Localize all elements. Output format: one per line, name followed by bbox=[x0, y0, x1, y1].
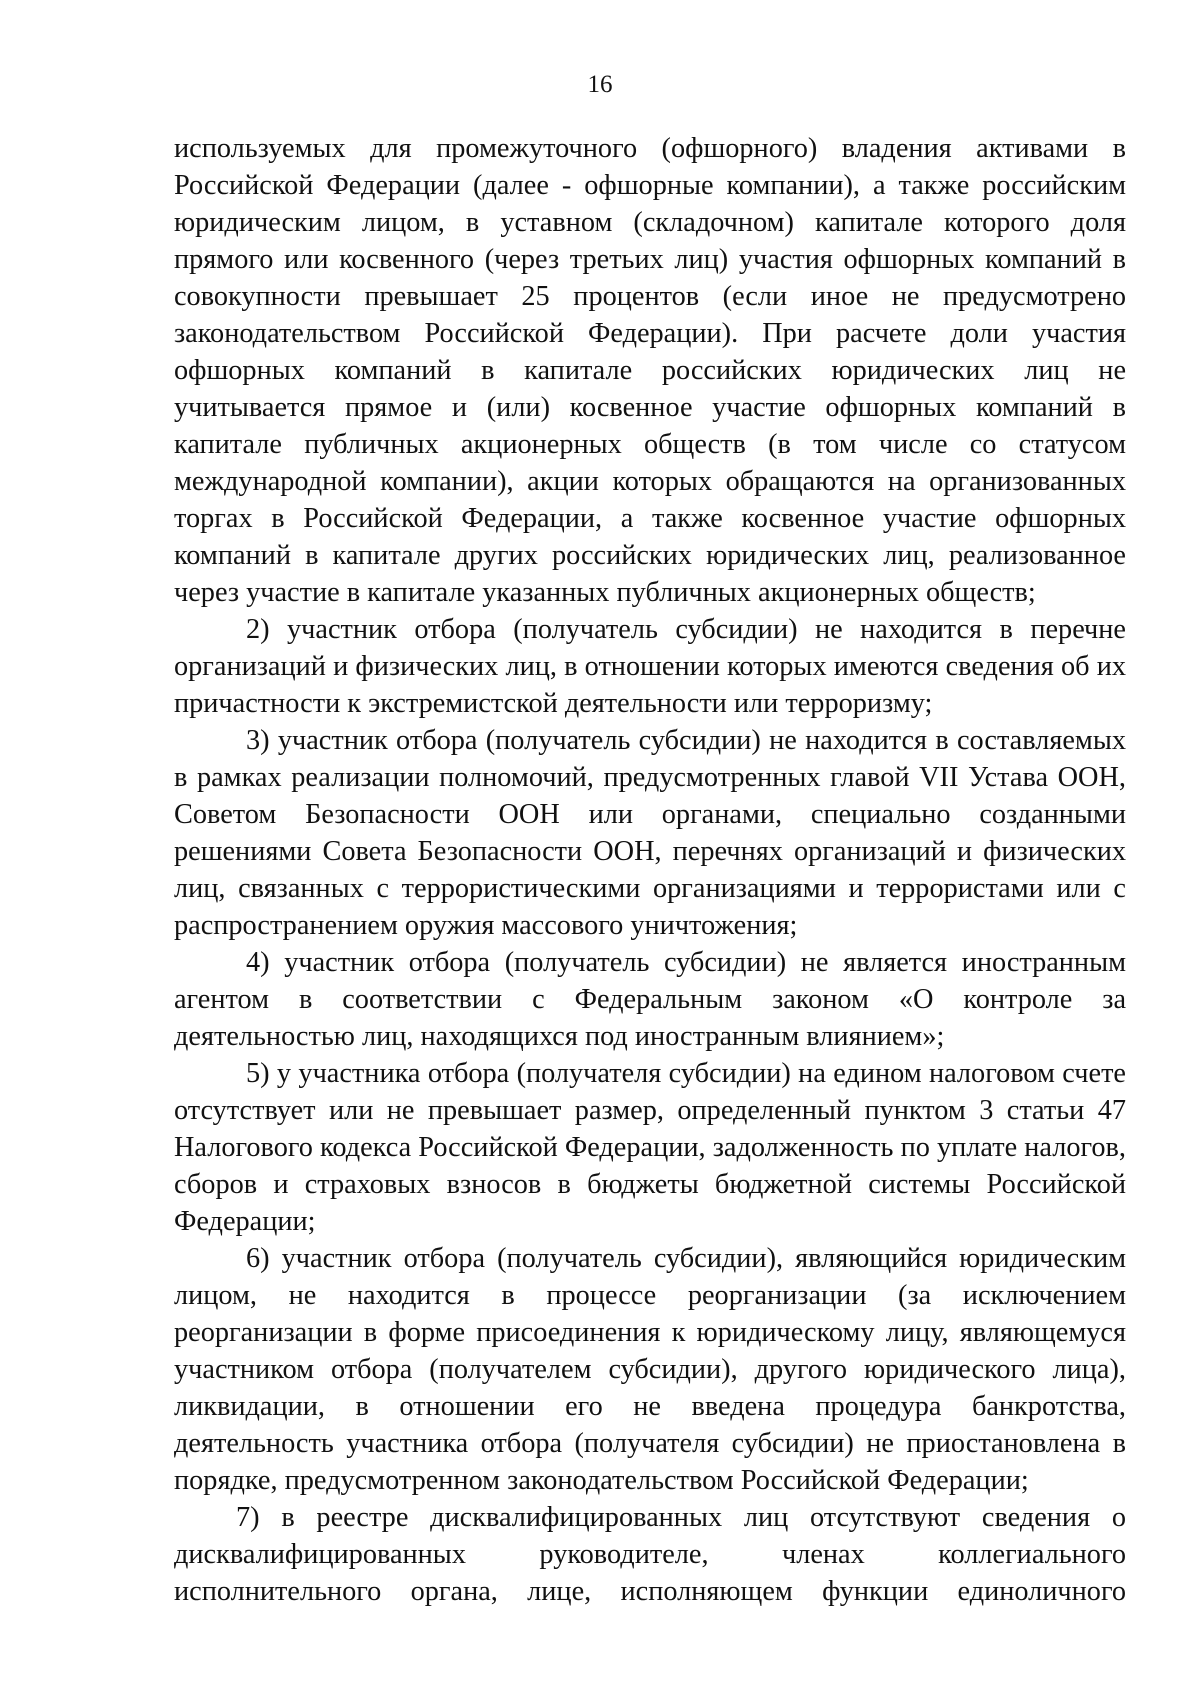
document-body bbox=[174, 130, 1126, 1610]
page-number: 16 bbox=[587, 71, 613, 98]
paragraph-item-6: 6) участник отбора (получатель субсидии), являющийся юридическим лицом, не находится в процессе реорганизации (за исключением реорганизации в форме присоединения к юридическому лицу, являющемуся участником отбора (получателем субсидии), другого юридического лица), ликвидации, в отношении его не введена процедура банкротства, деятельность участника отбора (получателя субсидии) не приостановлена в порядке, предусмотренном законодательством Российской Федерации; bbox=[174, 1243, 1126, 1496]
paragraph-item-3: 3) участник отбора (получатель субсидии) не находится в составляемых в рамках реализации полномочий, предусмотренных главой VII Устава ООН, Советом Безопасности ООН или органами, специально созданными решениями Совета Безопасности ООН, перечнях организаций и физических лиц, связанных с террористическими организациями и террористами или с распространением оружия массового уничтожения; bbox=[174, 725, 1126, 941]
paragraph-item-7: 7) в реестре дисквалифицированных лиц отсутствуют сведения о дисквалифицированных руководителе, членах коллегиального исполнительного органа, лице, исполняющем функции единоличного bbox=[174, 1502, 1126, 1607]
paragraph-item-5: 5) у участника отбора (получателя субсидии) на едином налоговом счете отсутствует или не превышает размер, определенный пунктом 3 статьи 47 Налогового кодекса Российской Федерации, задолженность по уплате налогов, сборов и страховых взносов в бюджеты бюджетной системы Российской Федерации; bbox=[174, 1058, 1126, 1237]
paragraph-offshore-continuation: используемых для промежуточного (офшорного) владения активами в Российской Федерации (далее - офшорные компании), а также российским юридическим лицом, в уставном (складочном) капитале которого доля прямого или косвенного (через третьих лиц) участия офшорных компаний в совокупности превышает 25 процентов (если иное не предусмотрено законодательством Российской Федерации). При расчете доли участия офшорных компаний в капитале российских юридических лиц не учитывается прямое и (или) косвенное участие офшорных компаний в капитале публичных акционерных обществ (в том числе со статусом международной компании), акции которых обращаются на организованных торгах в Российской Федерации, а также косвенное участие офшорных компаний в капитале других российских юридических лиц, реализованное через участие в капитале указанных публичных акционерных обществ; bbox=[174, 133, 1126, 608]
paragraph-item-4: 4) участник отбора (получатель субсидии) не является иностранным агентом в соответствии с Федеральным законом «О контроле за деятельностью лиц, находящихся под иностранным влиянием»; bbox=[174, 947, 1126, 1052]
paragraph-item-2: 2) участник отбора (получатель субсидии) не находится в перечне организаций и физических лиц, в отношении которых имеются сведения об их причастности к экстремистской деятельности или терроризму; bbox=[174, 614, 1126, 719]
